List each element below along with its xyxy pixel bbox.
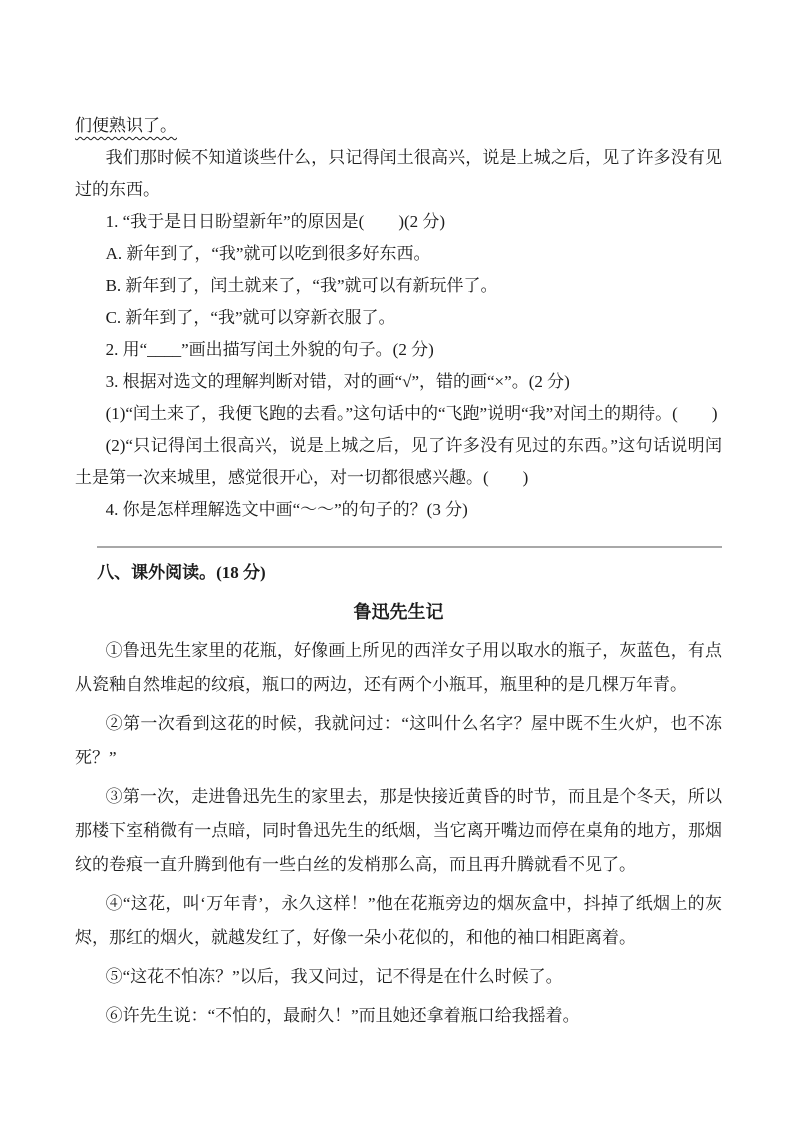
wavy-underlined-text: 们便熟识了。: [75, 116, 177, 135]
passage-paragraph-1: ①鲁迅先生家里的花瓶，好像画上所见的西洋女子用以取水的瓶子，灰蓝色，有点从瓷釉自然堆起的纹痕，瓶口的两边，还有两个小瓶耳，瓶里种的是几棵万年青。: [75, 641, 722, 694]
question-4: 4. 你是怎样理解选文中画“～～”的句子的？(3 分): [105, 500, 468, 519]
continuation-line: [75, 110, 722, 142]
question-1: 1. “我于是日日盼望新年”的原因是( )(2 分): [105, 212, 446, 231]
question-1-option-c: C. 新年到了，“我”就可以穿新衣服了。: [105, 308, 396, 327]
passage-paragraph-5: ⑤“这花不怕冻？”以后，我又问过，记不得是在什么时候了。: [105, 967, 563, 986]
question-3-item-1: (1)“闰土来了，我便飞跑的去看。”这句话中的“飞跑”说明“我”对闰土的期待。( ): [105, 404, 718, 423]
question-3: 3. 根据对选文的理解判断对错，对的画“√”，错的画“×”。(2 分): [105, 372, 570, 391]
answer-blank-line: [97, 546, 722, 548]
question-1-option-b: B. 新年到了，闰土就来了，“我”就可以有新玩伴了。: [105, 276, 498, 295]
reading-section-runtu: [75, 110, 722, 526]
question-1-option-a: A. 新年到了，“我”就可以吃到很多好东西。: [105, 244, 431, 263]
passage-paragraph-6: ⑥许先生说：“不怕的，最耐久！”而且她还拿着瓶口给我摇着。: [105, 1006, 580, 1025]
question-3-item-2: (2)“只记得闰土很高兴，说是上城之后，见了许多没有见过的东西。”这句话说明闰土是第一次来城里，感觉很开心，对一切都很感兴趣。( ): [75, 436, 722, 487]
passage-title: 鲁迅先生记: [353, 602, 444, 622]
section-8-header: 八、课外阅读。(18 分): [97, 563, 266, 582]
question-2: 2. 用“____”画出描写闰土外貌的句子。(2 分): [105, 340, 434, 359]
section-8-extracurricular-reading: [75, 556, 722, 1033]
intro-paragraph: 我们那时候不知道谈些什么，只记得闰土很高兴，说是上城之后，见了许多没有见过的东西。: [75, 148, 722, 199]
passage-paragraph-3: ③第一次，走进鲁迅先生的家里去，那是快接近黄昏的时节，而且是个冬天，所以那楼下室稍微有一点暗，同时鲁迅先生的纸烟，当它离开嘴边而停在桌角的地方，那烟纹的卷痕一直升腾到他有一些白丝的发梢那么高，而且再升腾就看不见了。: [75, 787, 722, 874]
passage-paragraph-2: ②第一次看到这花的时候，我就问过：“这叫什么名字？屋中既不生火炉，也不冻死？”: [75, 714, 722, 767]
passage-paragraph-4: ④“这花，叫‘万年青’，永久这样！”他在花瓶旁边的烟灰盒中，抖掉了纸烟上的灰烬，那红的烟火，就越发红了，好像一朵小花似的，和他的袖口相距离着。: [75, 894, 722, 947]
